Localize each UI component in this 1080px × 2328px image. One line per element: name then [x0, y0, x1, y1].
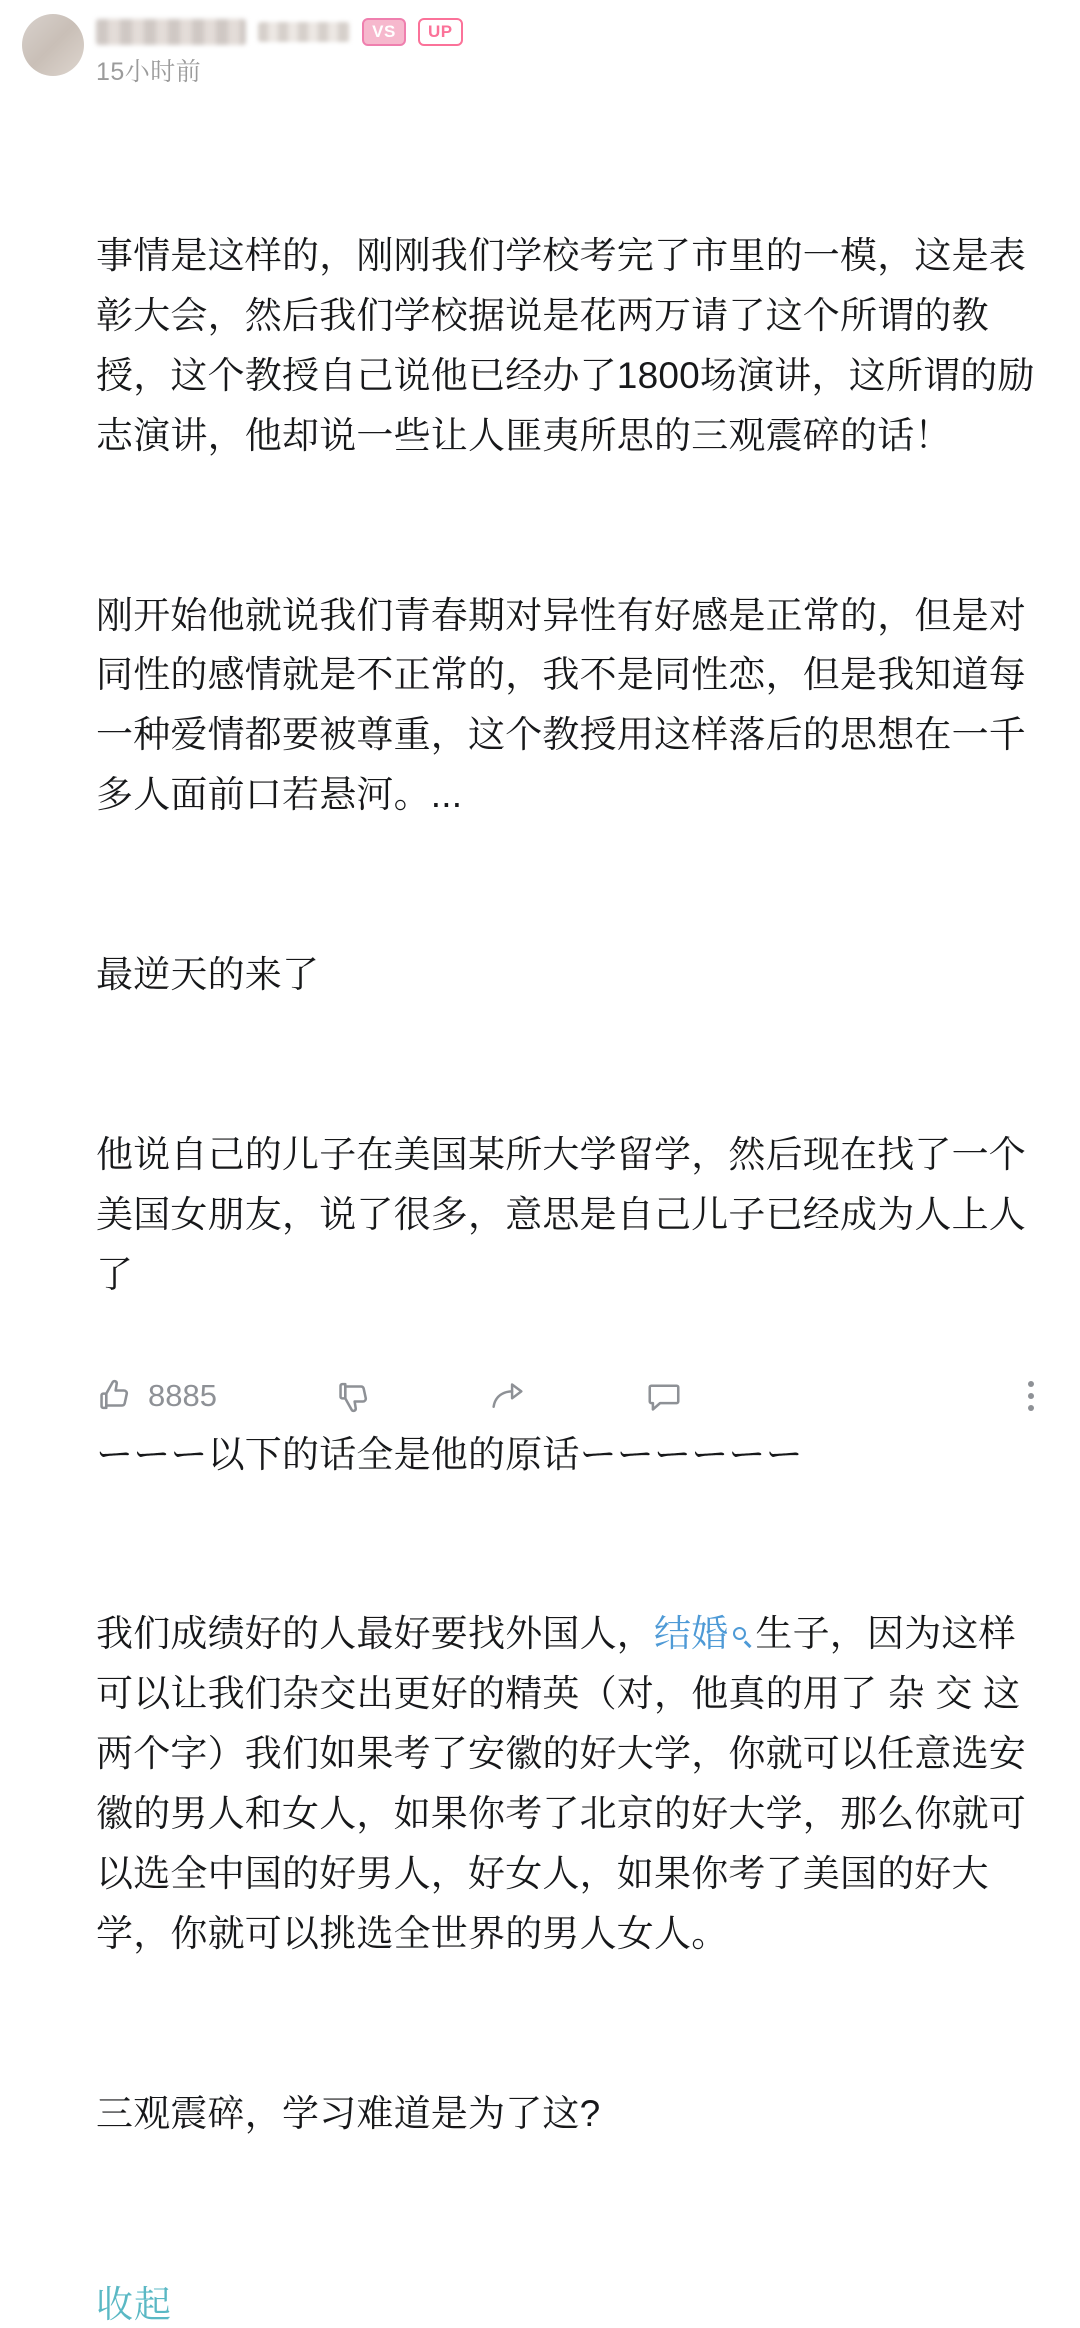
- thumbs-up-icon: [96, 1377, 134, 1415]
- like-button[interactable]: [96, 1377, 217, 1415]
- thumbs-down-icon: [335, 1377, 373, 1415]
- comment-paragraph: ーーー以下的话全是他的原话ーーーーーー: [96, 1433, 803, 1475]
- comment-action-bar: [0, 1361, 1080, 1431]
- comment-paragraph-with-keyword: [96, 1604, 1036, 1964]
- more-options-button[interactable]: [1026, 1381, 1036, 1411]
- comment-header: [0, 0, 1080, 100]
- username[interactable]: [96, 19, 246, 45]
- paragraph-text-before: 我们成绩好的人最好要找外国人，: [96, 1613, 654, 1655]
- comment-bubble-icon: [645, 1377, 683, 1415]
- paragraph-text-after: 生子，因为这样可以让我们杂交出更好的精英（对，他真的用了 杂 交 这两个字）我们如果考了安徽的好大学，你就可以任意选安徽的男人和女人，如果你考了北京的好大学，那么你就可以选全中国的好男人，好女人，如果你考了美国的好大学，你就可以挑选全世界的男人女人。: [96, 1613, 1026, 1955]
- share-arrow-icon: [489, 1377, 529, 1415]
- comment-paragraph: 最逆天的来了: [96, 954, 320, 996]
- reply-button[interactable]: [645, 1377, 683, 1415]
- share-button[interactable]: [489, 1377, 529, 1415]
- comment-paragraph-closing: 三观震碎，学习难道是为了这?: [96, 2092, 601, 2134]
- like-count: 8885: [148, 1378, 217, 1413]
- search-icon: [731, 1626, 753, 1648]
- comment-paragraph: 他说自己的儿子在美国某所大学留学，然后现在找了一个美国女朋友，说了很多，意思是自己儿子已经成为人上人了: [96, 1133, 1026, 1295]
- avatar[interactable]: [22, 14, 84, 76]
- comment-paragraph: 刚开始他就说我们青春期对异性有好感是正常的，但是对同性的感情就是不正常的，我不是同性恋，但是我知道每一种爱情都要被尊重，这个教授用这样落后的思想在一千多人面前口若悬河。...: [96, 594, 1026, 816]
- comment-timestamp: 15小时前: [96, 58, 202, 86]
- username-suffix-blurred: [258, 22, 350, 42]
- vs-badge[interactable]: VS: [362, 18, 406, 46]
- comment-body: [0, 100, 1080, 2264]
- username-row: [96, 14, 1080, 50]
- collapse-button[interactable]: 收起: [96, 2283, 172, 2325]
- dislike-button[interactable]: [335, 1377, 373, 1415]
- keyword-link-结婚[interactable]: 结婚: [654, 1613, 729, 1655]
- up-badge[interactable]: UP: [418, 18, 463, 46]
- comment-paragraph: 事情是这样的，刚刚我们学校考完了市里的一模，这是表彰大会，然后我们学校据说是花两万请了这个所谓的教授，这个教授自己说他已经办了1800场演讲，这所谓的励志演讲，他却说一些让人匪夷所思的三观震碎的话！: [96, 234, 1035, 456]
- more-vertical-icon: [1026, 1381, 1036, 1411]
